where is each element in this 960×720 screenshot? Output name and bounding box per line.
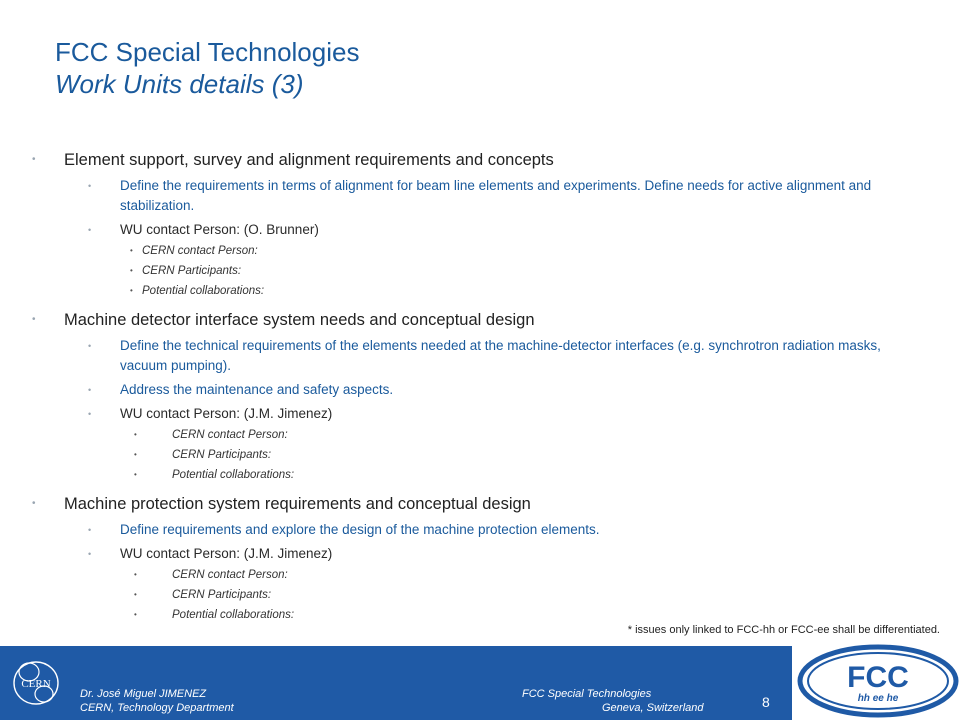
bullet-icon: •	[130, 286, 133, 295]
list-item: • Define the technical requirements of the elements needed at the machine-detector interfaces (e.g. synchrotron radiation masks, vacuum pumping).	[88, 338, 881, 373]
section-heading: • Element support, survey and alignment requirements and concepts	[32, 148, 922, 172]
bullet-icon: •	[88, 549, 92, 559]
event-location: Geneva, Switzerland	[602, 702, 704, 714]
sub-item: • Potential collaborations:	[32, 606, 922, 624]
sub-item: • CERN Participants:	[32, 262, 922, 280]
cern-logo-icon	[10, 656, 62, 708]
slide-footer	[0, 646, 792, 720]
sub-item: • CERN contact Person:	[32, 426, 922, 444]
page-number: 8	[762, 694, 770, 710]
sub-item: • CERN contact Person:	[32, 566, 922, 584]
bullet-icon: •	[32, 314, 36, 325]
list-item: • Define the requirements in terms of alignment for beam line elements and experiments. Define needs for active alignment and stabilization.	[88, 178, 872, 213]
bullet-icon: •	[134, 430, 137, 439]
list-item: • WU contact Person: (J.M. Jimenez)	[32, 404, 922, 424]
section-heading: • Machine protection system requirements and conceptual design	[32, 492, 922, 516]
sub-item: • CERN Participants:	[32, 586, 922, 604]
bullet-icon: •	[88, 525, 92, 535]
bullet-icon: •	[88, 409, 92, 419]
event-name: FCC Special Technologies	[522, 688, 652, 700]
svg-text:FCC: FCC	[847, 661, 909, 694]
bullet-icon: •	[134, 470, 137, 479]
list-item: • Define requirements and explore the design of the machine protection elements.	[32, 520, 922, 540]
list-item: • WU contact Person: (O. Brunner)	[32, 220, 922, 240]
sub-item: • Potential collaborations:	[32, 466, 922, 484]
title-subtitle: Work Units details (3)	[55, 69, 304, 99]
bullet-icon: •	[134, 610, 137, 619]
bullet-icon: •	[88, 341, 92, 351]
sub-item: • CERN contact Person:	[32, 242, 922, 260]
list-item: • Address the maintenance and safety aspects.	[32, 380, 922, 400]
bullet-icon: •	[88, 385, 92, 395]
bullet-icon: •	[134, 450, 137, 459]
list-item: • WU contact Person: (J.M. Jimenez)	[32, 544, 922, 564]
bullet-icon: •	[88, 225, 92, 235]
bullet-icon: •	[130, 266, 133, 275]
svg-text:hh ee he: hh ee he	[857, 693, 899, 704]
event-info	[522, 687, 704, 715]
bullet-icon: •	[32, 154, 36, 165]
footnote: * issues only linked to FCC-hh or FCC-ee shall be differentiated.	[627, 624, 940, 636]
bullet-icon: •	[88, 181, 92, 191]
fcc-logo-icon	[796, 640, 960, 720]
bullet-icon: •	[130, 246, 133, 255]
bullet-icon: •	[134, 570, 137, 579]
author-dept: CERN, Technology Department	[80, 702, 234, 714]
bullet-icon: •	[134, 590, 137, 599]
bullet-icon: •	[32, 498, 36, 509]
section-heading: • Machine detector interface system needs and conceptual design	[32, 308, 922, 332]
slide-content	[32, 148, 922, 624]
author-info	[80, 687, 234, 715]
svg-text:CERN: CERN	[21, 678, 51, 690]
title-main: FCC Special Technologies	[55, 37, 360, 67]
slide-title	[55, 36, 359, 100]
sub-item: • CERN Participants:	[32, 446, 922, 464]
sub-item: • Potential collaborations:	[32, 282, 922, 300]
author-name: Dr. José Miguel JIMENEZ	[80, 688, 207, 700]
